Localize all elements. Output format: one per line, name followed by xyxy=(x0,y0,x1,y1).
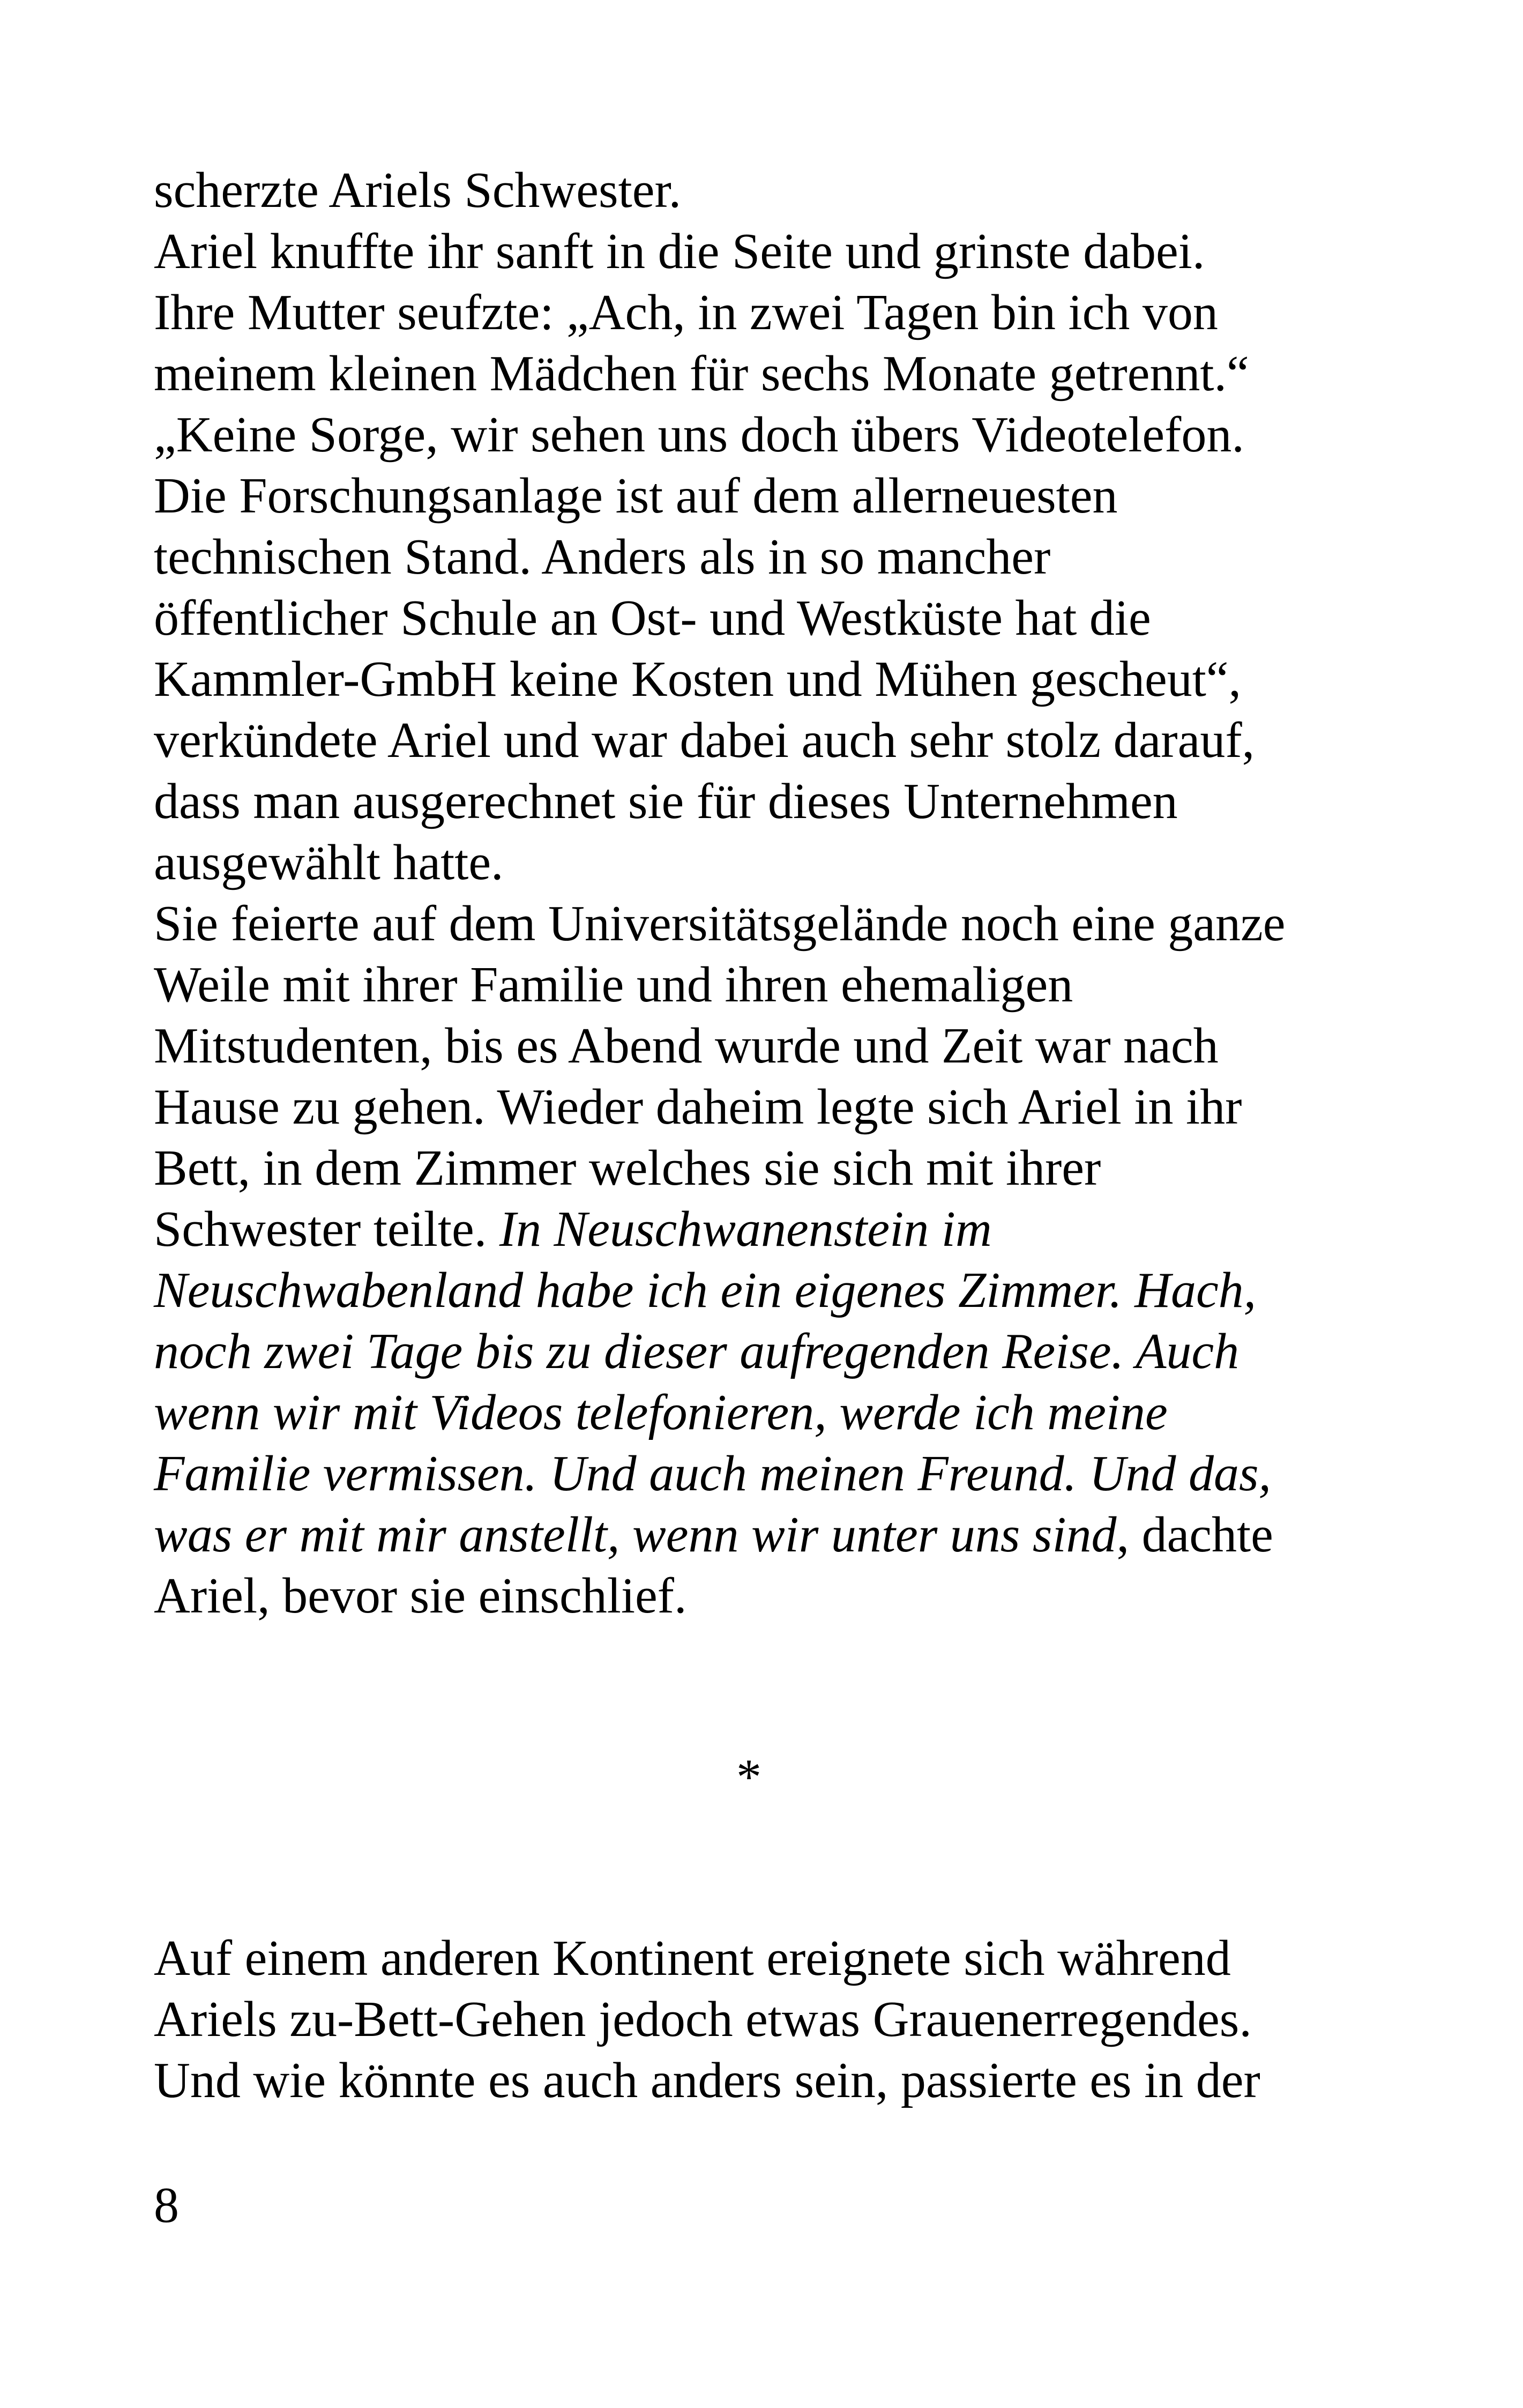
text-line: Hause zu gehen. Wieder daheim legte sich Ariel in ihr xyxy=(154,1079,1242,1135)
text-line: Und wie könnte es auch anders sein, passierte es in der xyxy=(154,2053,1260,2108)
text-line: Ariel, bevor sie einschlief. xyxy=(154,1568,687,1624)
text-line: verkündete Ariel und war dabei auch sehr stolz darauf, xyxy=(154,712,1255,768)
italic-thought: In Neuschwanenstein im xyxy=(499,1201,992,1257)
text-line-mixed xyxy=(154,1199,1381,1260)
text-line: Auf einem anderen Kontinent ereignete sich während xyxy=(154,1930,1231,1986)
text-line: meinem kleinen Mädchen für sechs Monate getrennt.“ xyxy=(154,346,1249,402)
text-segment: Schwester teilte. xyxy=(154,1201,499,1257)
italic-thought-line: noch zwei Tage bis zu dieser aufregenden Reise. Auch xyxy=(154,1324,1240,1379)
text-line: Ariels zu-Bett-Gehen jedoch etwas Grauenerregendes. xyxy=(154,1991,1252,2047)
text-line-mixed xyxy=(154,1504,1381,1565)
text-line: scherzte Ariels Schwester. xyxy=(154,162,682,218)
text-line: technischen Stand. Anders als in so mancher xyxy=(154,529,1051,585)
text-line: Mitstudenten, bis es Abend wurde und Zeit war nach xyxy=(154,1018,1219,1074)
italic-thought-line: Neuschwabenland habe ich ein eigenes Zimmer. Hach, xyxy=(154,1262,1257,1318)
page-number: 8 xyxy=(154,2177,179,2233)
text-line: Ariel knuffte ihr sanft in die Seite und grinste dabei. xyxy=(154,224,1205,279)
text-line: Die Forschungsanlage ist auf dem allerneuesten xyxy=(154,468,1118,524)
text-line: Ihre Mutter seufzte: „Ach, in zwei Tagen bin ich von xyxy=(154,285,1218,340)
text-line: Bett, in dem Zimmer welches sie sich mit ihrer xyxy=(154,1140,1101,1196)
continuation-text xyxy=(154,1928,1381,2111)
text-line: ausgewählt hatte. xyxy=(154,835,504,890)
text-line: öffentlicher Schule an Ost- und Westküste hat die xyxy=(154,590,1151,646)
text-line: Weile mit ihrer Familie und ihren ehemaligen xyxy=(154,957,1073,1013)
italic-thought-line: Familie vermissen. Und auch meinen Freund. Und das, xyxy=(154,1446,1272,1502)
italic-thought-line: wenn wir mit Videos telefonieren, werde ich meine xyxy=(154,1385,1168,1440)
text-line: Kammler-GmbH keine Kosten und Mühen gescheut“, xyxy=(154,651,1242,707)
text-segment: , dachte xyxy=(1116,1507,1273,1563)
body-text xyxy=(154,160,1381,1626)
text-line: „Keine Sorge, wir sehen uns doch übers Videotelefon. xyxy=(154,407,1244,463)
italic-thought: was er mit mir anstellt, wenn wir unter uns sind xyxy=(154,1507,1117,1563)
text-line: dass man ausgerechnet sie für dieses Unternehmen xyxy=(154,774,1178,829)
asterisk-separator: * xyxy=(736,1749,762,1805)
text-line: Sie feierte auf dem Universitätsgelände noch eine ganze xyxy=(154,896,1286,952)
